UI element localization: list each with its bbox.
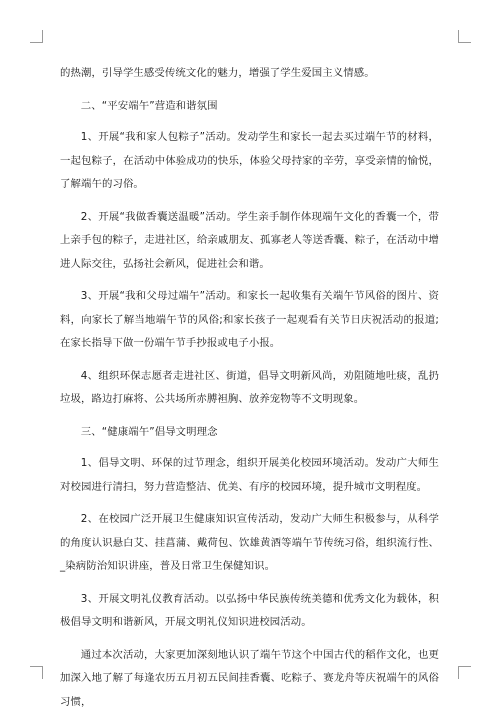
crop-mark-bottom-left <box>30 666 43 679</box>
crop-mark-top-right <box>458 30 471 43</box>
paragraph-conclusion: 通过本次活动，大家更加深刻地认识了端午节这个中国古代的稻作文化，也更加深入地了解了每逢农历五月初五民间挂香囊、吃粽子、赛龙舟等庆祝端午的风俗习惯， <box>60 648 439 708</box>
paragraph-item: 1、开展“我和家人包粽子”活动。发动学生和家长一起去买过端午节的材料，一起包粽子，在活动中体验成功的快乐，体验父母持家的辛劳，享受亲情的愉悦，了解端午的习俗。 <box>60 131 439 190</box>
paragraph-continuation: 的热潮，引导学生感受传统文化的魅力，增强了学生爱国主义情感。 <box>60 67 375 79</box>
document-body <box>60 62 439 723</box>
crop-mark-top-left <box>30 30 43 43</box>
paragraph-item: 1、倡导文明、环保的过节理念，组织开展美化校园环境活动。发动广大师生对校园进行清扫，努力营造整洁、优美、有序的校园环境，提升城市文明程度。 <box>60 457 439 493</box>
paragraph-item: 3、开展“我和父母过端午”活动。和家长一起收集有关端午节风俗的图片、资料，向家长了解当地端午节的风俗;和家长孩子一起观看有关节日庆祝活动的报道;在家长指导下做一份端午节手抄报或电子小报。 <box>60 290 439 349</box>
section-heading-healthy-dragon-boat: 三、“健康端午”倡导文明理念 <box>80 425 218 438</box>
paragraph-item: 2、在校园广泛开展卫生健康知识宣传活动，发动广大师生积极参与，从科学的角度认识悬白艾、挂菖蒲、戴荷包、饮雄黄酒等端午节传统习俗，组织流行性、_染病防治知识讲座，普及日常卫生保健知识。 <box>60 513 439 572</box>
paragraph-item: 2、开展“我做香囊送温暖”活动。学生亲手制作体现端午文化的香囊一个，带上亲手包的粽子，走进社区，给亲戚朋友、孤寡老人等送香囊、粽子，在活动中增进人际交往，弘扬社会新风，促进社会和谐。 <box>60 210 439 270</box>
paragraph-item: 4、组织环保志愿者走进社区、街道，倡导文明新风尚，劝阻随地吐痰，乱扔垃圾，路边打麻将、公共场所赤膊袒胸、放养宠物等不文明现象。 <box>60 369 439 405</box>
crop-mark-bottom-right <box>458 666 471 679</box>
section-heading-safe-dragon-boat: 二、“平安端午”营造和谐氛围 <box>80 99 218 112</box>
paragraph-item: 3、开展文明礼仪教育活动。以弘扬中华民族传统美德和优秀文化为载体，积极倡导文明和谐新风，开展文明礼仪知识进校园活动。 <box>60 592 439 628</box>
